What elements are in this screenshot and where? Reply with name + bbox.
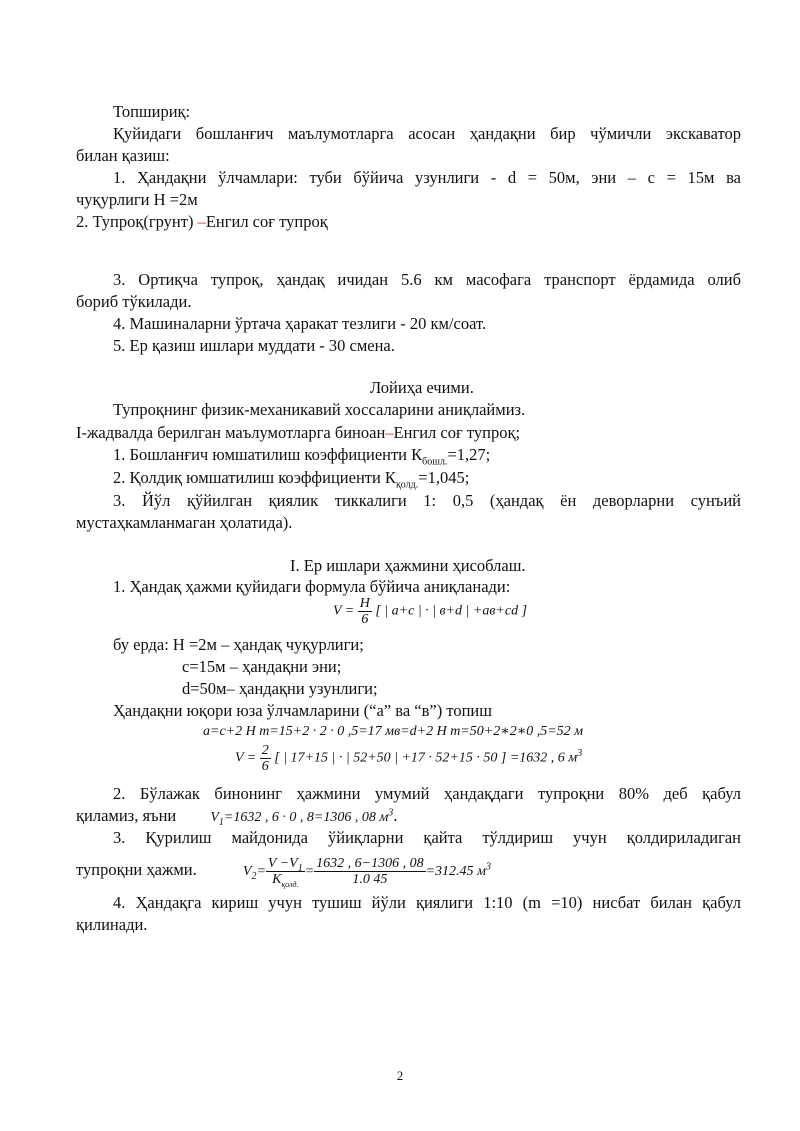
calc-v-exp: 3 — [577, 748, 583, 760]
task-item2-label: 2. Тупроқ(грунт) — [76, 212, 198, 231]
backfill-result: =312.45 м — [425, 864, 486, 879]
backfill-frac1-den — [266, 872, 305, 890]
solution-slope-line2: мустаҳкамланмаган ҳолатида). — [76, 513, 293, 532]
backfill-frac1-num — [266, 856, 305, 875]
task-heading: Топшириқ: — [113, 102, 191, 121]
section1-p4-line1: 4. Ҳандақга кириш учун тушиш йўли қиялиги 1:10 (m =10) нисбат билан қабул — [113, 893, 741, 912]
task-item3-line2: бориб тўкилади. — [76, 292, 192, 311]
building-volume-exp: 3 — [388, 807, 394, 819]
task-item2 — [76, 212, 328, 232]
calc-v-num: 2 — [261, 743, 269, 758]
section1-p2-end: . — [393, 806, 398, 825]
calc-v-formula — [235, 743, 582, 774]
section1-p2-text: қиламиз, яъни — [76, 806, 177, 825]
solution-table-ref-soil: Енгил соғ тупроқ; — [393, 423, 521, 442]
backfill-frac1-num-text: V −V — [267, 856, 298, 872]
backfill-lhs: V — [242, 864, 252, 879]
task-intro-line1: Қуйидаги бошланғич маълумотларга асосан ҳандақни бир чўмичли экскаватор — [113, 124, 741, 143]
backfill-lhs-sub: 2 — [251, 870, 257, 882]
task-item2-value: Енгил соғ тупроқ — [205, 212, 328, 231]
task-item1-line2: чуқурлиги H =2м — [76, 190, 198, 209]
volume-formula-num: H — [359, 596, 370, 611]
solution-k1 — [113, 445, 491, 468]
backfill-frac2-den: 1.0 45 — [352, 872, 388, 888]
backfill-frac1-den-text: K — [272, 872, 282, 888]
task-item5: 5. Ер қазиш ишлари муддати - 30 смена. — [113, 336, 395, 355]
building-volume-sub: 1 — [218, 816, 224, 828]
section1-p2-line1: 2. Бўлажак бинонинг ҳажмини умумий ҳандақдаги тупроқни 80% деб қабул — [113, 784, 741, 803]
solution-k1-sub: бошл. — [422, 456, 448, 468]
building-volume-rest: =1632 , 6 · 0 , 8=1306 , 08 м — [223, 810, 389, 825]
task-item2-dash: – — [197, 212, 206, 231]
backfill-fraction2 — [314, 856, 425, 887]
volume-formula — [333, 596, 527, 627]
backfill-fraction1 — [266, 856, 305, 890]
volume-formula-den: 6 — [361, 612, 369, 627]
solution-k2-value: =1,045; — [418, 468, 470, 487]
calc-v-fraction — [260, 743, 271, 774]
section1-p1: 1. Ҳандақ ҳажми қуйидаги формула бўйича аниқланади: — [113, 577, 511, 596]
where-length: d=50м– ҳандақни узунлиги; — [182, 679, 378, 698]
backfill-volume-formula: $V_2=$ $\frac{V -V_1}{K_{қолд.}}$ = $\frac{1632 , 6-1306 , 08}{1.0 45}$ =312.45 $м^3$ — [242, 856, 491, 890]
solution-k2 — [113, 468, 470, 491]
calc-v-lhs: V = — [235, 750, 257, 766]
solution-k2-label: 2. Қолдиқ юмшатилиш коэффициенти К — [113, 468, 396, 487]
solution-heading: Лойиҳа ечими. — [370, 378, 474, 397]
solution-table-ref-dash: – — [385, 423, 394, 442]
solution-k1-label: 1. Бошланғич юмшатилиш коэффициенти К — [113, 445, 423, 464]
solution-k1-value: =1,27; — [447, 445, 491, 464]
task-intro-line2: билан қазиш: — [76, 146, 170, 165]
section1-p2-line2 — [76, 806, 397, 828]
section1-p4-line2: қилинади. — [76, 915, 148, 934]
solution-table-ref-text: I-жадвалда берилган маълумотларга биноан — [76, 423, 386, 442]
backfill-result-exp: 3 — [486, 861, 491, 873]
task-item4: 4. Машиналарни ўртача ҳаракат тезлиги - 20 км/соат. — [113, 314, 487, 333]
calc-v-body: [ | 17+15 | · | 52+50 | +17 · 52+15 · 50 ] =1632 , 6 м — [274, 750, 578, 766]
section1-p3-line2 — [76, 850, 491, 892]
section1-heading: I. Ер ишлари ҳажмини ҳисоблаш. — [290, 556, 526, 575]
section1-p3-line1: 3. Қурилиш майдонида ўйиқларни қайта тўлдириш учун қолдириладиган — [113, 828, 741, 847]
solution-k2-sub: қолд. — [395, 479, 419, 491]
task-item3-line1: 3. Ортиқча тупроқ, ҳандақ ичидан 5.6 км масофага транспорт ёрдамида олиб — [113, 270, 741, 289]
task-item1-line1: 1. Ҳандақни ўлчамлари: туби бўйича узунлиги - d = 50м, эни – c = 15м ва — [113, 168, 741, 187]
building-volume-v: V — [210, 810, 219, 825]
backfill-frac1-num-sub: 1 — [297, 863, 303, 875]
page-number: 2 — [396, 1068, 404, 1083]
calc-ab-formula: a=c+2 H m=15+2 · 2 · 0 ,5=17 мв=d+2 H m=50+2∗2∗0 ,5=52 м — [203, 724, 584, 739]
volume-formula-fraction — [358, 596, 372, 627]
calc-v-den: 6 — [261, 759, 269, 774]
where-depth: бу ерда: H =2м – ҳандақ чуқурлиги; — [113, 635, 364, 654]
solution-table-ref — [76, 423, 520, 443]
volume-formula-body: [ | a+c | · | в+d | +ав+cd ] — [375, 603, 528, 619]
backfill-frac2-num: 1632 , 6−1306 , 08 — [316, 856, 424, 872]
where-width: c=15м – ҳандақни эни; — [182, 657, 342, 676]
solution-intro: Тупроқнинг физик-механикавий хоссаларини аниқлаймиз. — [113, 400, 526, 419]
top-dimensions-text: Ҳандақни юқори юза ўлчамларини (“а” ва “в”) топиш — [113, 701, 492, 720]
building-volume-formula — [210, 807, 394, 828]
section1-p3-text: тупроқни ҳажми. — [76, 860, 197, 879]
solution-slope-line1: 3. Йўл қўйилган қиялик тиккалиги 1: 0,5 (ҳандақ ён деворларни сунъий — [113, 491, 741, 510]
backfill-frac1-den-sub: қолд. — [281, 880, 299, 890]
volume-formula-lhs: V = — [333, 603, 355, 619]
